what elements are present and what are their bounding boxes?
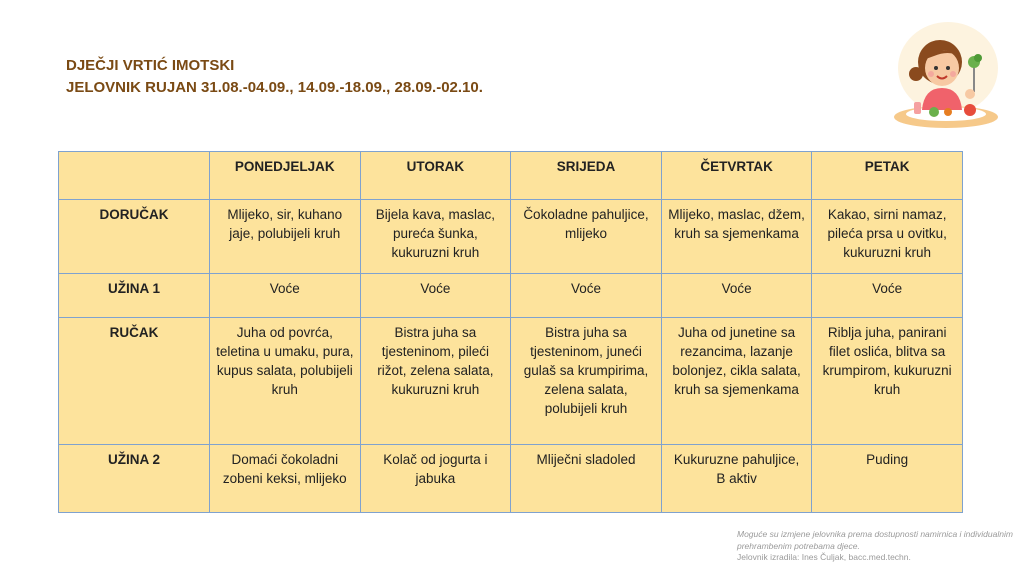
day-header: PONEDJELJAK xyxy=(210,152,361,200)
menu-cell: Kolač od jogurta i jabuka xyxy=(360,445,511,513)
day-header: PETAK xyxy=(812,152,963,200)
page-title: DJEČJI VRTIĆ IMOTSKI xyxy=(66,57,235,74)
footnote xyxy=(737,529,1017,564)
menu-cell: Voće xyxy=(511,274,662,318)
table-row xyxy=(59,274,963,318)
corner-cell xyxy=(59,152,210,200)
menu-cell: Kakao, sirni namaz, pileća prsa u ovitku, kukuruzni kruh xyxy=(812,200,963,274)
menu-cell: Juha od povrća, teletina u umaku, pura, kupus salata, polubijeli kruh xyxy=(210,318,361,445)
menu-cell: Domaći čokoladni zobeni keksi, mlijeko xyxy=(210,445,361,513)
menu-cell: Bistra juha sa tjesteninom, pileći rižot, zelena salata, kukuruzni kruh xyxy=(360,318,511,445)
menu-cell: Voće xyxy=(210,274,361,318)
page-subtitle: JELOVNIK RUJAN 31.08.-04.09., 14.09.-18.09., 28.09.-02.10. xyxy=(66,79,483,96)
table-row xyxy=(59,200,963,274)
menu-cell: Bistra juha sa tjesteninom, juneći gulaš sa krumpirima, zelena salata, polubijeli kruh xyxy=(511,318,662,445)
menu-cell: Juha od junetine sa rezancima, lazanje bolonjez, cikla salata, kruh sa sjemenkama xyxy=(661,318,812,445)
girl-eating-salad-icon xyxy=(890,20,1002,132)
menu-cell: Riblja juha, panirani filet oslića, blitva sa krumpirom, kukuruzni kruh xyxy=(812,318,963,445)
meal-label: RUČAK xyxy=(59,318,210,445)
menu-cell: Mliječni sladoled xyxy=(511,445,662,513)
menu-cell: Kukuruzne pahuljice, B aktiv xyxy=(661,445,812,513)
footnote-note: Moguće su izmjene jelovnika prema dostupnosti namirnica i individualnim prehrambenim potrebama djece. xyxy=(737,529,1013,551)
page-header xyxy=(66,55,483,99)
table-row xyxy=(59,318,963,445)
menu-table xyxy=(58,151,963,513)
menu-cell: Mlijeko, maslac, džem, kruh sa sjemenkama xyxy=(661,200,812,274)
menu-cell: Bijela kava, maslac, pureća šunka, kukuruzni kruh xyxy=(360,200,511,274)
meal-label: UŽINA 2 xyxy=(59,445,210,513)
menu-cell: Voće xyxy=(812,274,963,318)
menu-cell: Voće xyxy=(661,274,812,318)
day-header: ČETVRTAK xyxy=(661,152,812,200)
meal-label: DORUČAK xyxy=(59,200,210,274)
menu-cell: Čokoladne pahuljice, mlijeko xyxy=(511,200,662,274)
table-header-row xyxy=(59,152,963,200)
footnote-author: Jelovnik izradila: Ines Čuljak, bacc.med.techn. xyxy=(737,552,911,562)
table-row xyxy=(59,445,963,513)
day-header: SRIJEDA xyxy=(511,152,662,200)
menu-cell: Mlijeko, sir, kuhano jaje, polubijeli kruh xyxy=(210,200,361,274)
meal-label: UŽINA 1 xyxy=(59,274,210,318)
menu-cell: Puding xyxy=(812,445,963,513)
day-header: UTORAK xyxy=(360,152,511,200)
menu-cell: Voće xyxy=(360,274,511,318)
